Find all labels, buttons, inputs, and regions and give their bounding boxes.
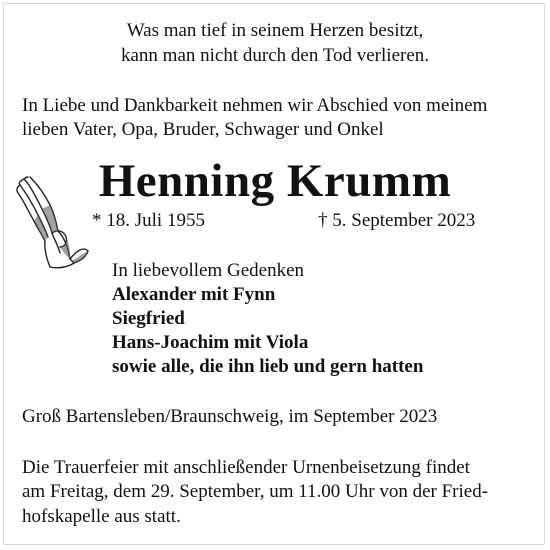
intro-line-2: lieben Vater, Opa, Bruder, Schwager und Onkel — [22, 119, 384, 140]
funeral-line-3: hofskapelle aus statt. — [22, 506, 181, 527]
deceased-name: Henning Krumm — [98, 155, 452, 207]
verse-line-2: kann man nicht durch den Tod verlieren. — [120, 45, 430, 66]
mourner-name: Siegfried — [112, 308, 185, 329]
mourner-name: Hans-Joachim mit Viola — [112, 332, 309, 353]
mourner-name: Alexander mit Fynn — [112, 284, 276, 305]
death-date: † 5. September 2023 — [318, 210, 476, 231]
verse-line-1: Was man tief in seinem Herzen besitzt, — [126, 20, 424, 41]
mourners-intro: In liebevollem Gedenken — [112, 260, 305, 281]
funeral-line-2: am Freitag, dem 29. September, um 11.00 Uhr von der Fried- — [22, 481, 489, 502]
birth-date: * 18. Juli 1955 — [92, 210, 205, 231]
praying-hands-icon — [14, 175, 92, 271]
place-date: Groß Bartensleben/Braunschweig, im September 2023 — [22, 406, 438, 427]
funeral-line-1: Die Trauerfeier mit anschließender Urnenbeisetzung findet — [22, 457, 470, 478]
intro-line-1: In Liebe und Dankbarkeit nehmen wir Abschied von meinem — [22, 95, 488, 116]
mourner-name: sowie alle, die ihn lieb und gern hatten — [112, 356, 424, 377]
